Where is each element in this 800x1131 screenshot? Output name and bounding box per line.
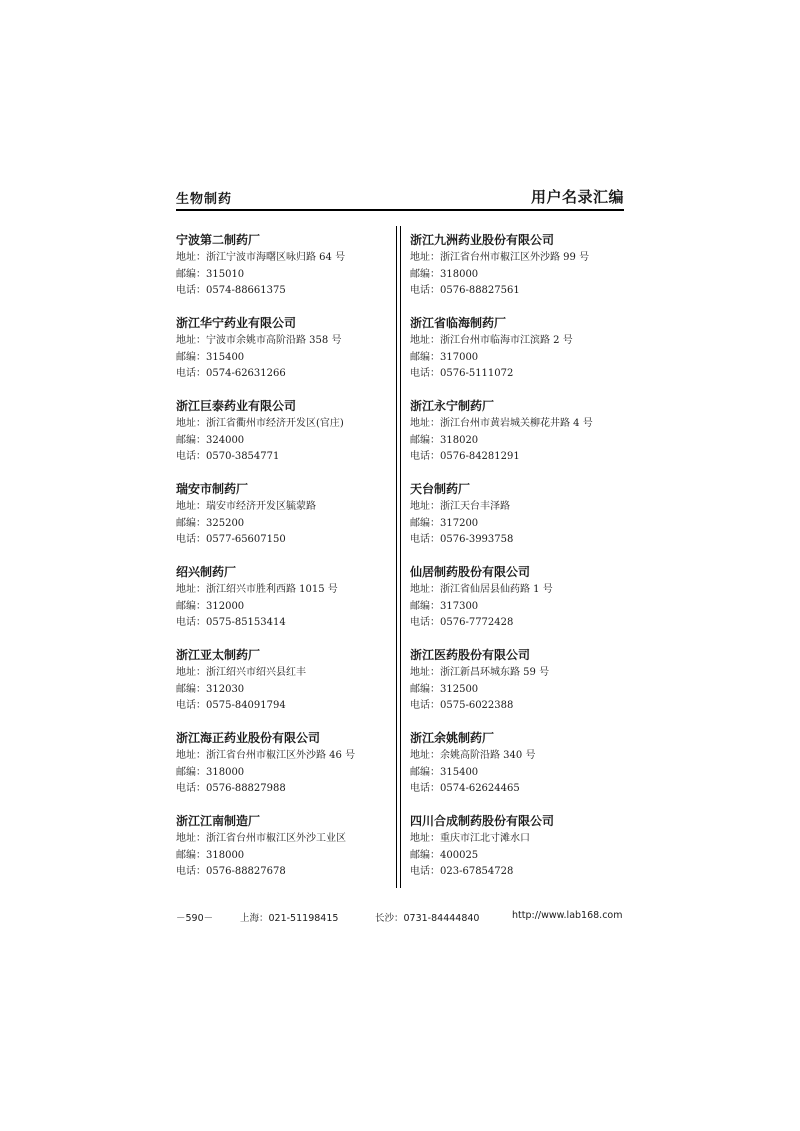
company-entry [176, 315, 391, 398]
header-section-title: 生物制药 [176, 192, 233, 207]
company-postcode: 邮编：317000 [410, 351, 479, 363]
company-phone: 电话：0576-88827561 [410, 285, 520, 296]
page-header [176, 186, 624, 208]
company-address: 地址：浙江绍兴市绍兴县红丰 [176, 667, 306, 678]
company-postcode: 邮编：318000 [176, 849, 245, 861]
company-phone: 电话：0574-62631266 [176, 368, 286, 379]
page-footer [0, 910, 800, 924]
company-address: 地址：浙江台州市临海市江滨路 2 号 [410, 335, 573, 346]
company-phone: 电话：0575-84091794 [176, 700, 286, 711]
company-postcode: 邮编：317200 [410, 517, 479, 529]
company-entry [176, 398, 391, 481]
company-postcode: 邮编：312030 [176, 683, 245, 695]
company-phone: 电话：0575-85153414 [176, 617, 286, 628]
company-entry [176, 647, 391, 730]
company-postcode: 邮编：315010 [176, 268, 245, 280]
company-name: 浙江海正药业股份有限公司 [176, 731, 321, 745]
company-phone: 电话：023-67854728 [410, 866, 514, 877]
company-address: 地址：浙江省台州市椒江区外沙路 46 号 [176, 750, 356, 761]
company-postcode: 邮编：318020 [410, 434, 479, 446]
company-entry [410, 564, 625, 647]
company-name: 浙江医药股份有限公司 [410, 648, 531, 662]
company-name: 浙江华宁药业有限公司 [176, 316, 297, 330]
footer-website-link[interactable]: http://www.lab168.com [512, 910, 623, 921]
company-address: 地址：浙江天台丰泽路 [410, 501, 510, 512]
company-name: 浙江省临海制药厂 [410, 316, 507, 330]
company-phone: 电话：0576-5111072 [410, 368, 514, 379]
company-entry [410, 398, 625, 481]
company-entry [410, 647, 625, 730]
company-phone: 电话：0577-65607150 [176, 534, 286, 545]
footer-shanghai-phone: 上海：021-51198415 [240, 913, 339, 924]
company-address: 地址：浙江省衢州市经济开发区(官庄) [176, 418, 344, 429]
company-address: 地址：余姚高阶沿路 340 号 [410, 750, 536, 761]
header-book-title: 用户名录汇编 [530, 188, 624, 206]
company-phone: 电话：0576-88827988 [176, 783, 286, 794]
company-entry [410, 813, 625, 896]
company-entry [410, 232, 625, 315]
company-postcode: 邮编：317300 [410, 600, 479, 612]
company-phone: 电话：0574-88661375 [176, 285, 286, 296]
header-rule [176, 209, 624, 211]
company-entry [176, 564, 391, 647]
company-name: 浙江余姚制药厂 [410, 731, 495, 745]
company-name: 绍兴制药厂 [176, 565, 237, 579]
right-column [410, 232, 625, 896]
company-entry [410, 730, 625, 813]
company-entry [410, 481, 625, 564]
company-address: 地址：浙江省仙居县仙药路 1 号 [410, 584, 553, 595]
company-phone: 电话：0576-88827678 [176, 866, 286, 877]
company-entry [176, 730, 391, 813]
column-divider [396, 226, 401, 888]
company-postcode: 邮编：324000 [176, 434, 245, 446]
company-name: 天台制药厂 [410, 482, 471, 496]
company-address: 地址：重庆市江北寸滩水口 [410, 833, 530, 844]
company-postcode: 邮编：325200 [176, 517, 245, 529]
company-name: 浙江江南制造厂 [176, 814, 261, 828]
company-name: 瑞安市制药厂 [176, 482, 249, 496]
company-address: 地址：宁波市余姚市高阶沿路 358 号 [176, 335, 342, 346]
company-name: 浙江永宁制药厂 [410, 399, 495, 413]
company-phone: 电话：0576-84281291 [410, 451, 520, 462]
company-postcode: 邮编：400025 [410, 849, 479, 861]
company-address: 地址：浙江绍兴市胜利西路 1015 号 [176, 584, 338, 595]
company-postcode: 邮编：315400 [410, 766, 479, 778]
company-name: 四川合成制药股份有限公司 [410, 814, 555, 828]
company-phone: 电话：0575-6022388 [410, 700, 514, 711]
company-postcode: 邮编：312500 [410, 683, 479, 695]
company-postcode: 邮编：318000 [176, 766, 245, 778]
company-address: 地址：瑞安市经济开发区毓蒙路 [176, 501, 316, 512]
company-entry [176, 813, 391, 896]
company-name: 浙江亚太制药厂 [176, 648, 261, 662]
footer-changsha-phone: 长沙：0731-84444840 [375, 913, 480, 924]
company-address: 地址：浙江省台州市椒江区外沙路 99 号 [410, 252, 590, 263]
company-name: 浙江九洲药业股份有限公司 [410, 233, 555, 247]
company-entry [176, 481, 391, 564]
page-number: －590－ [176, 913, 214, 924]
left-column [176, 232, 391, 896]
company-name: 浙江巨泰药业有限公司 [176, 399, 297, 413]
company-name: 宁波第二制药厂 [176, 233, 261, 247]
company-address: 地址：浙江省台州市椒江区外沙工业区 [176, 833, 346, 844]
company-address: 地址：浙江宁波市海曙区咏归路 64 号 [176, 252, 346, 263]
company-phone: 电话：0576-3993758 [410, 534, 514, 545]
company-phone: 电话：0576-7772428 [410, 617, 514, 628]
company-name: 仙居制药股份有限公司 [410, 565, 531, 579]
company-postcode: 邮编：318000 [410, 268, 479, 280]
company-phone: 电话：0570-3854771 [176, 451, 280, 462]
company-postcode: 邮编：312000 [176, 600, 245, 612]
company-postcode: 邮编：315400 [176, 351, 245, 363]
company-entry [410, 315, 625, 398]
company-address: 地址：浙江新昌环城东路 59 号 [410, 667, 550, 678]
company-address: 地址：浙江台州市黄岩城关柳花井路 4 号 [410, 418, 593, 429]
company-entry [176, 232, 391, 315]
company-phone: 电话：0574-62624465 [410, 783, 520, 794]
